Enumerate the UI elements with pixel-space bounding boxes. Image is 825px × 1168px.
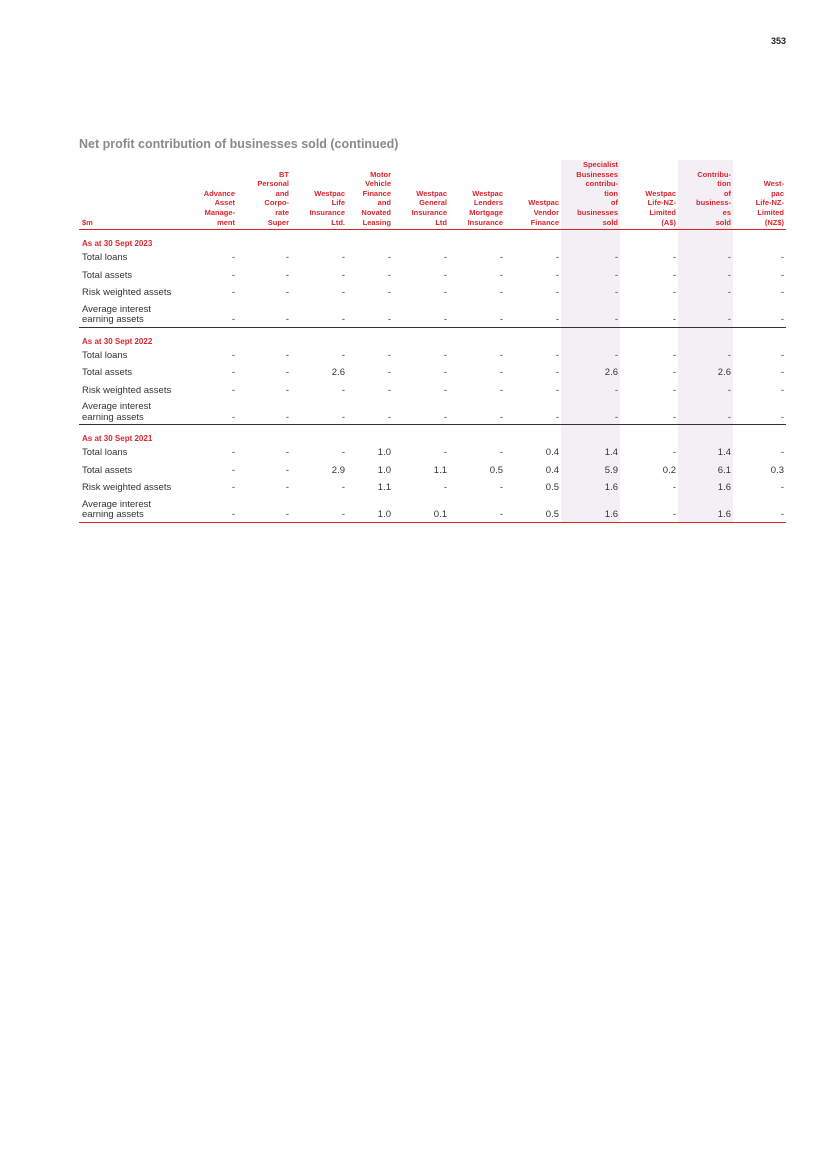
column-header-line: contribu- bbox=[585, 179, 618, 189]
column-header-line: West- bbox=[763, 179, 784, 189]
table-cell: - bbox=[672, 269, 676, 281]
table-cell: - bbox=[285, 464, 289, 476]
table-cell: 1.4 bbox=[561, 444, 620, 462]
table-cell: - bbox=[499, 447, 503, 459]
column-header-line: rate bbox=[275, 207, 289, 217]
table-cell: 2.6 bbox=[331, 367, 345, 379]
table-cell: - bbox=[237, 302, 291, 328]
table-cell: - bbox=[341, 349, 345, 361]
table-cell: - bbox=[733, 497, 786, 523]
column-header-line: Advance bbox=[203, 188, 235, 198]
table-cell: - bbox=[555, 252, 559, 264]
column-header-line: Westpac bbox=[416, 188, 447, 198]
table-cell: - bbox=[555, 269, 559, 281]
section-heading-row bbox=[79, 425, 786, 445]
column-header-line: Super bbox=[267, 217, 289, 227]
column-header-line: Lenders bbox=[473, 198, 503, 208]
table-cell: 0.4 bbox=[545, 464, 559, 476]
table-cell: - bbox=[672, 367, 676, 379]
row-label bbox=[79, 302, 187, 328]
table-cell: - bbox=[499, 482, 503, 494]
table-cell: - bbox=[561, 382, 620, 400]
column-header-line: Insurance bbox=[309, 207, 345, 217]
column-header-line: Businesses bbox=[576, 169, 618, 179]
column-header bbox=[733, 160, 786, 230]
row-label-line: Risk weighted assets bbox=[82, 384, 172, 396]
column-header bbox=[187, 160, 237, 230]
table-cell: - bbox=[443, 384, 447, 396]
row-label-line: Average interest bbox=[82, 303, 152, 315]
table-cell: - bbox=[678, 347, 733, 365]
table-cell: - bbox=[231, 464, 235, 476]
column-header-line: and bbox=[275, 188, 289, 198]
column-header-line: Leasing bbox=[362, 217, 391, 227]
table-cell: - bbox=[387, 367, 391, 379]
table-cell: - bbox=[285, 384, 289, 396]
table-cell: - bbox=[499, 384, 503, 396]
row-label-line: Total loans bbox=[82, 349, 128, 361]
table-cell: 0.5 bbox=[545, 482, 559, 494]
column-header-line: Life-NZ- bbox=[755, 198, 784, 208]
column-header bbox=[291, 160, 347, 230]
column-header-line: Limited bbox=[649, 207, 676, 217]
column-header-line: (A$) bbox=[661, 217, 676, 227]
table-cell: - bbox=[780, 252, 784, 264]
column-header-line: Motor bbox=[370, 169, 391, 179]
table-row bbox=[79, 462, 786, 480]
table-cell: - bbox=[443, 287, 447, 299]
table-cell: 0.5 bbox=[505, 497, 561, 523]
table-cell: 1.6 bbox=[678, 497, 733, 523]
table-cell: - bbox=[620, 399, 678, 425]
table-cell: - bbox=[733, 399, 786, 425]
row-label-line: Total assets bbox=[82, 269, 133, 281]
table-cell: - bbox=[443, 482, 447, 494]
table-cell: - bbox=[341, 287, 345, 299]
table-cell: 1.1 bbox=[377, 482, 391, 494]
column-header-line: Insurance bbox=[411, 207, 447, 217]
table-cell: - bbox=[678, 302, 733, 328]
column-header-line: Vehicle bbox=[365, 179, 391, 189]
table-cell: - bbox=[678, 382, 733, 400]
column-header-line: business- bbox=[695, 198, 731, 208]
table-cell: - bbox=[561, 284, 620, 302]
table-cell: - bbox=[443, 349, 447, 361]
row-label-line: Total loans bbox=[82, 447, 128, 459]
row-label-line: Total assets bbox=[82, 367, 133, 379]
table-cell: - bbox=[561, 267, 620, 285]
table-cell: - bbox=[187, 497, 237, 523]
unit-header: $m bbox=[79, 160, 187, 230]
table-body bbox=[79, 230, 786, 523]
column-header bbox=[449, 160, 505, 230]
table-cell: - bbox=[561, 347, 620, 365]
table-cell: - bbox=[620, 497, 678, 523]
column-header-line: of bbox=[610, 198, 618, 208]
businesses-sold-table-container bbox=[79, 160, 786, 523]
table-cell: - bbox=[387, 269, 391, 281]
table-row bbox=[79, 479, 786, 497]
table-cell: - bbox=[780, 287, 784, 299]
column-header-line: Ltd bbox=[435, 217, 447, 227]
column-header-line: pac bbox=[771, 188, 784, 198]
column-header-line: Asset bbox=[214, 198, 235, 208]
table-row bbox=[79, 444, 786, 462]
table-cell: - bbox=[387, 287, 391, 299]
column-header-line: Personal bbox=[257, 179, 289, 189]
row-label bbox=[79, 399, 187, 425]
column-header bbox=[237, 160, 291, 230]
table-cell: - bbox=[285, 482, 289, 494]
table-cell: - bbox=[237, 399, 291, 425]
table-cell: - bbox=[620, 302, 678, 328]
row-label-line: Average interest bbox=[82, 498, 152, 510]
table-cell: 2.9 bbox=[331, 464, 345, 476]
column-header bbox=[620, 160, 678, 230]
row-label bbox=[79, 444, 187, 462]
table-cell: - bbox=[443, 367, 447, 379]
column-header-line: Manage- bbox=[204, 207, 235, 217]
column-header-line: businesses bbox=[577, 207, 618, 217]
section-heading: As at 30 Sept 2021 bbox=[82, 434, 153, 444]
table-cell: - bbox=[393, 399, 449, 425]
column-header-line: Vendor bbox=[533, 207, 559, 217]
table-cell: - bbox=[291, 302, 347, 328]
column-header-line: Westpac bbox=[472, 188, 503, 198]
table-cell: - bbox=[231, 349, 235, 361]
table-cell: 2.6 bbox=[561, 364, 620, 382]
row-label bbox=[79, 382, 187, 400]
table-cell: - bbox=[449, 302, 505, 328]
table-cell: - bbox=[231, 367, 235, 379]
table-cell: - bbox=[672, 384, 676, 396]
table-cell: - bbox=[499, 287, 503, 299]
table-row bbox=[79, 399, 786, 425]
row-label-line: Average interest bbox=[82, 401, 152, 413]
section-heading-row bbox=[79, 230, 786, 250]
table-cell: - bbox=[505, 399, 561, 425]
row-label bbox=[79, 462, 187, 480]
table-cell: 0.2 bbox=[662, 464, 676, 476]
table-cell: - bbox=[499, 367, 503, 379]
column-header-line: sold bbox=[602, 217, 618, 227]
table-cell: - bbox=[231, 287, 235, 299]
column-header-line: Westpac bbox=[528, 198, 559, 208]
table-cell: - bbox=[780, 482, 784, 494]
table-cell: - bbox=[291, 399, 347, 425]
row-label-line: earning assets bbox=[82, 509, 144, 521]
table-cell: - bbox=[387, 384, 391, 396]
table-cell: - bbox=[505, 302, 561, 328]
table-cell: - bbox=[672, 482, 676, 494]
table-cell: - bbox=[499, 252, 503, 264]
page-title: Net profit contribution of businesses sold (continued) bbox=[79, 137, 399, 151]
section-heading: As at 30 Sept 2022 bbox=[82, 336, 153, 346]
column-header bbox=[347, 160, 393, 230]
table-cell: - bbox=[561, 399, 620, 425]
column-header-line: BT bbox=[279, 169, 289, 179]
table-cell: 6.1 bbox=[678, 462, 733, 480]
table-cell: - bbox=[499, 349, 503, 361]
section-heading-row bbox=[79, 327, 786, 347]
table-header-row bbox=[79, 160, 786, 230]
column-header-line: Finance bbox=[530, 217, 559, 227]
table-cell: 5.9 bbox=[561, 462, 620, 480]
table-cell: - bbox=[780, 447, 784, 459]
row-label-line: earning assets bbox=[82, 411, 144, 423]
table-row bbox=[79, 364, 786, 382]
table-cell: - bbox=[780, 349, 784, 361]
table-cell: - bbox=[443, 252, 447, 264]
table-cell: 2.6 bbox=[678, 364, 733, 382]
table-cell: 0.3 bbox=[770, 464, 784, 476]
table-cell: 1.6 bbox=[678, 479, 733, 497]
table-cell: - bbox=[393, 302, 449, 328]
column-header-line: Contribu- bbox=[697, 169, 731, 179]
table-cell: - bbox=[555, 349, 559, 361]
table-cell: - bbox=[780, 384, 784, 396]
column-header-line: Life bbox=[331, 198, 345, 208]
column-header-line: of bbox=[723, 188, 731, 198]
page-number: 353 bbox=[770, 36, 786, 46]
column-header bbox=[678, 160, 733, 230]
column-header-line: (NZ$) bbox=[764, 217, 784, 227]
column-header-line: ment bbox=[217, 217, 235, 227]
table-row bbox=[79, 284, 786, 302]
table-cell: - bbox=[341, 252, 345, 264]
table-cell: - bbox=[285, 252, 289, 264]
table-cell: - bbox=[672, 447, 676, 459]
table-cell: - bbox=[231, 269, 235, 281]
table-row bbox=[79, 382, 786, 400]
table-cell: - bbox=[561, 249, 620, 267]
column-header-line: es bbox=[722, 207, 731, 217]
row-label-line: Total assets bbox=[82, 464, 133, 476]
table-cell: 1.4 bbox=[678, 444, 733, 462]
table-cell: - bbox=[347, 302, 393, 328]
table-row bbox=[79, 497, 786, 523]
table-cell: - bbox=[449, 497, 505, 523]
column-header-line: Insurance bbox=[467, 217, 503, 227]
table-cell: - bbox=[231, 252, 235, 264]
column-header-line: Mortgage bbox=[469, 207, 503, 217]
table-cell: - bbox=[387, 349, 391, 361]
table-cell: - bbox=[672, 287, 676, 299]
column-header bbox=[505, 160, 561, 230]
table-cell: - bbox=[499, 269, 503, 281]
table-cell: - bbox=[733, 302, 786, 328]
row-label-line: Risk weighted assets bbox=[82, 482, 172, 494]
table-cell: - bbox=[341, 482, 345, 494]
table-cell: - bbox=[291, 497, 347, 523]
table-cell: - bbox=[341, 384, 345, 396]
column-header-line: tion bbox=[604, 188, 618, 198]
row-label-line: Total loans bbox=[82, 252, 128, 264]
row-label bbox=[79, 249, 187, 267]
table-cell: - bbox=[341, 269, 345, 281]
section-heading: As at 30 Sept 2023 bbox=[82, 239, 153, 249]
table-cell: - bbox=[555, 384, 559, 396]
table-cell: - bbox=[231, 482, 235, 494]
column-header-line: Limited bbox=[757, 207, 784, 217]
businesses-sold-table bbox=[79, 160, 786, 523]
table-cell: - bbox=[561, 302, 620, 328]
table-cell: - bbox=[237, 497, 291, 523]
table-cell: - bbox=[285, 287, 289, 299]
table-cell: - bbox=[678, 249, 733, 267]
column-header-line: tion bbox=[717, 179, 731, 189]
table-cell: - bbox=[678, 267, 733, 285]
table-cell: 1.0 bbox=[347, 497, 393, 523]
table-row bbox=[79, 347, 786, 365]
column-header bbox=[393, 160, 449, 230]
table-cell: - bbox=[187, 399, 237, 425]
table-cell: - bbox=[285, 269, 289, 281]
table-cell: - bbox=[678, 399, 733, 425]
table-cell: - bbox=[285, 349, 289, 361]
row-label-line: Risk weighted assets bbox=[82, 287, 172, 299]
table-cell: - bbox=[678, 284, 733, 302]
column-header-line: Specialist bbox=[582, 160, 618, 169]
table-cell: - bbox=[187, 302, 237, 328]
table-row bbox=[79, 267, 786, 285]
table-cell: - bbox=[672, 252, 676, 264]
row-label-line: earning assets bbox=[82, 314, 144, 326]
table-cell: - bbox=[285, 447, 289, 459]
row-label bbox=[79, 497, 187, 523]
column-header-line: Finance bbox=[362, 188, 391, 198]
column-header-line: Westpac bbox=[314, 188, 345, 198]
table-cell: 1.1 bbox=[433, 464, 447, 476]
table-cell: 0.5 bbox=[489, 464, 503, 476]
table-row bbox=[79, 249, 786, 267]
column-header bbox=[561, 160, 620, 230]
column-header-line: sold bbox=[715, 217, 731, 227]
column-header-line: Life-NZ- bbox=[647, 198, 676, 208]
table-cell: - bbox=[780, 367, 784, 379]
table-cell: - bbox=[347, 399, 393, 425]
table-cell: - bbox=[443, 447, 447, 459]
column-header-line: and bbox=[377, 198, 391, 208]
table-cell: - bbox=[231, 447, 235, 459]
column-header-line: Corpo- bbox=[264, 198, 289, 208]
row-label bbox=[79, 347, 187, 365]
table-cell: - bbox=[555, 287, 559, 299]
column-header-line: Westpac bbox=[645, 188, 676, 198]
table-cell: - bbox=[387, 252, 391, 264]
column-header-line: General bbox=[419, 198, 447, 208]
table-cell: - bbox=[780, 269, 784, 281]
table-cell: - bbox=[449, 399, 505, 425]
table-row bbox=[79, 302, 786, 328]
row-label bbox=[79, 479, 187, 497]
column-header-line: Ltd. bbox=[331, 217, 345, 227]
table-cell: 1.6 bbox=[561, 479, 620, 497]
row-label bbox=[79, 364, 187, 382]
column-header-line: Novated bbox=[361, 207, 391, 217]
table-cell: - bbox=[672, 349, 676, 361]
table-cell: - bbox=[555, 367, 559, 379]
table-cell: 1.0 bbox=[377, 447, 391, 459]
table-cell: - bbox=[231, 384, 235, 396]
table-cell: 1.0 bbox=[377, 464, 391, 476]
row-label bbox=[79, 284, 187, 302]
table-cell: 1.6 bbox=[561, 497, 620, 523]
table-cell: 0.4 bbox=[545, 447, 559, 459]
table-cell: - bbox=[285, 367, 289, 379]
table-cell: - bbox=[443, 269, 447, 281]
table-cell: - bbox=[341, 447, 345, 459]
table-cell: 0.1 bbox=[393, 497, 449, 523]
row-label bbox=[79, 267, 187, 285]
